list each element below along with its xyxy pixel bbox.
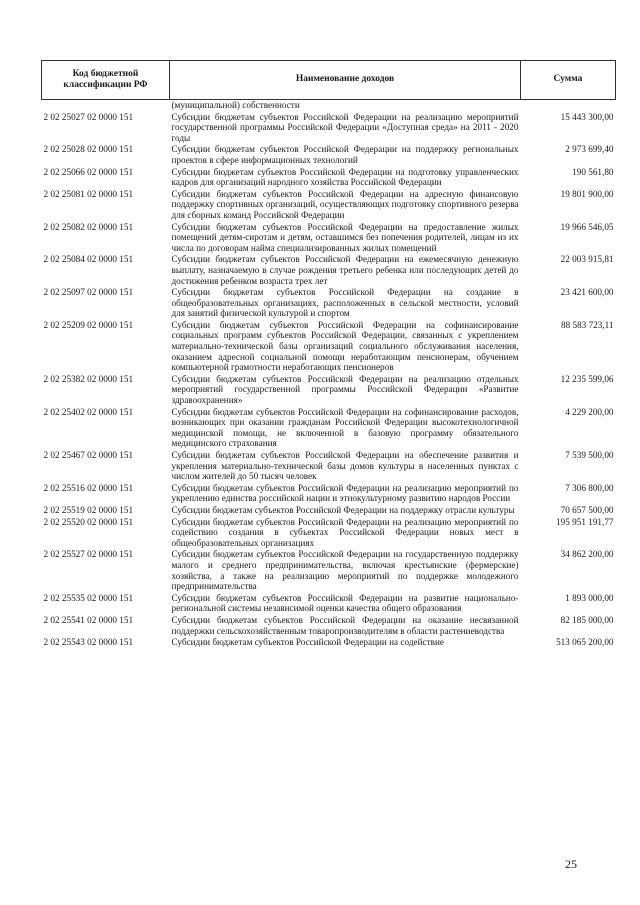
table-row xyxy=(42,189,616,222)
revenue-name-cell: Субсидии бюджетам субъектов Российской Федерации на оказание несвязанной поддержки сельскохозяйственным товаропроизводителям в области растениеводства xyxy=(171,614,519,636)
revenue-name-cell: Субсидии бюджетам субъектов Российской Федерации на реализацию отдельных мероприятий государственной программы Российской Федерации «Развитие здравоохранения» xyxy=(171,373,519,406)
revenue-name-cell: Субсидии бюджетам субъектов Российской Федерации на софинансирование расходов, возникающих при оказании гражданам Российской Федерации высокотехнологичной медицинской помощи, не включенной в базовую программу обязательного медицинского страхования xyxy=(171,406,519,449)
table-row xyxy=(42,112,616,145)
table-row xyxy=(42,549,616,592)
budget-code-cell: 2 02 25084 02 0000 151 xyxy=(43,254,134,265)
name-column-header: Наименование доходов xyxy=(170,61,521,100)
budget-code-cell: 2 02 25467 02 0000 151 xyxy=(43,450,134,460)
amount-cell xyxy=(521,100,616,112)
amount-cell: 70 657 500,00 xyxy=(560,504,614,515)
table-row xyxy=(42,167,616,189)
budget-code-cell: 2 02 25535 02 0000 151 xyxy=(43,592,134,603)
table-row xyxy=(42,615,616,637)
budget-code-cell: 2 02 25028 02 0000 151 xyxy=(43,144,134,155)
table-row xyxy=(42,593,616,615)
budget-code-cell: 2 02 25402 02 0000 151 xyxy=(43,406,134,417)
amount-cell: 513 065 200,00 xyxy=(556,637,614,648)
amount-cell: 7 539 500,00 xyxy=(565,450,614,460)
table-header xyxy=(42,61,616,100)
table-row xyxy=(42,222,616,255)
revenue-name-cell: Субсидии бюджетам субъектов Российской Федерации на предоставление жилых помещений детям-сиротам и детям, оставшимся без попечения родителей, лицам из их числа по договорам найма специализированных жилых помещений xyxy=(171,221,519,253)
revenue-name-cell: Субсидии бюджетам субъектов Российской Федерации на реализацию мероприятий государственной программы Российской Федерации «Доступная среда» на 2011 - 2020 годы xyxy=(171,111,519,143)
table-row xyxy=(42,517,616,550)
table-row xyxy=(42,505,616,517)
amount-cell: 23 421 600,00 xyxy=(560,287,614,298)
table-row xyxy=(42,450,616,483)
budget-code-cell: 2 02 25209 02 0000 151 xyxy=(43,319,134,330)
budget-code-cell: 2 02 25082 02 0000 151 xyxy=(43,221,134,232)
table-row xyxy=(42,637,616,649)
code-column-header: Код бюджетной классификации РФ xyxy=(42,61,170,100)
budget-code-cell: 2 02 25516 02 0000 151 xyxy=(43,482,134,493)
budget-code-cell: 2 02 25081 02 0000 151 xyxy=(43,188,134,199)
revenue-name-cell: Субсидии бюджетам субъектов Российской Федерации на государственную поддержку малого и среднего предпринимательства, включая крестьянские (фермерские) хозяйства, а также на реализацию мероприятий по поддержке молодежного предпринимательства xyxy=(171,549,519,592)
budget-code-cell: 2 02 25541 02 0000 151 xyxy=(43,614,134,625)
budget-code-cell: 2 02 25066 02 0000 151 xyxy=(43,166,134,177)
budget-code-cell xyxy=(42,100,170,112)
revenue-name-cell: (муниципальной) собственности xyxy=(171,100,300,110)
revenue-name-cell: Субсидии бюджетам субъектов Российской Федерации на адресную финансовую поддержку спортивных организаций, осуществляющих подготовку спортивного резерва для сборных команд Российской Федерации xyxy=(171,188,519,220)
amount-cell: 2 973 699,40 xyxy=(565,144,614,155)
amount-cell: 1 893 000,00 xyxy=(565,592,614,603)
budget-code-cell: 2 02 25520 02 0000 151 xyxy=(43,516,134,527)
table-row xyxy=(42,100,616,112)
table-body xyxy=(42,100,616,649)
revenue-name-cell: Субсидии бюджетам субъектов Российской Федерации на содействие xyxy=(171,637,444,648)
amount-cell: 19 801 900,00 xyxy=(560,188,614,199)
table-row xyxy=(42,144,616,166)
revenue-name-cell: Субсидии бюджетам субъектов Российской Федерации на поддержку отрасли культуры xyxy=(171,504,515,515)
revenue-name-cell: Субсидии бюджетам субъектов Российской Федерации на поддержку региональных проектов в сфере информационных технологий xyxy=(171,144,519,165)
amount-cell: 4 229 200,00 xyxy=(565,406,614,417)
table-row xyxy=(42,374,616,407)
page-number: 25 xyxy=(565,857,577,871)
amount-cell: 34 862 200,00 xyxy=(560,549,614,560)
amount-cell: 12 235 599,06 xyxy=(560,373,614,384)
budget-code-cell: 2 02 25519 02 0000 151 xyxy=(43,504,134,515)
sum-column-header: Сумма xyxy=(521,61,616,100)
revenue-name-cell: Субсидии бюджетам субъектов Российской Федерации на обеспечение развития и укрепления материально-технической базы домов культуры в населенных пунктах с числом жителей до 50 тысяч человек xyxy=(171,450,519,482)
amount-cell: 82 185 000,00 xyxy=(560,614,614,625)
amount-cell: 19 966 546,05 xyxy=(560,221,614,232)
revenue-name-cell: Субсидии бюджетам субъектов Российской Федерации на реализацию мероприятий по укреплению единства российской нации и этнокультурному развитию народов России xyxy=(171,482,519,504)
revenue-name-cell: Субсидии бюджетам субъектов Российской Федерации на создание в общеобразовательных организациях, расположенных в сельской местности, условий для занятий физической культурой и спортом xyxy=(171,287,519,319)
revenue-name-cell: Субсидии бюджетам субъектов Российской Федерации на подготовку управленческих кадров для организаций народного хозяйства Российской Федерации xyxy=(171,166,519,188)
budget-code-cell: 2 02 25097 02 0000 151 xyxy=(43,287,134,298)
table-row xyxy=(42,320,616,374)
amount-cell: 7 306 800,00 xyxy=(565,482,614,493)
amount-cell: 195 951 191,77 xyxy=(556,516,614,527)
amount-cell: 15 443 300,00 xyxy=(560,111,614,122)
budget-code-cell: 2 02 25027 02 0000 151 xyxy=(43,111,134,122)
table-row xyxy=(42,287,616,320)
table-row xyxy=(42,483,616,505)
revenue-name-cell: Субсидии бюджетам субъектов Российской Федерации на развитие национально-региональной системы независимой оценки качества общего образования xyxy=(171,592,519,614)
revenue-name-cell: Субсидии бюджетам субъектов Российской Федерации на софинансирование социальных программ субъектов Российской Федерации, связанных с укреплением материально-технической базы организаций социального обслуживания населения, оказанием адресной социальной помощи неработающим пенсионерам, обучением компьютерной грамотности неработающих пенсионеров xyxy=(171,319,519,373)
budget-code-cell: 2 02 25527 02 0000 151 xyxy=(43,549,134,560)
table-row xyxy=(42,407,616,450)
amount-cell: 88 583 723,11 xyxy=(561,319,614,330)
budget-code-cell: 2 02 25382 02 0000 151 xyxy=(43,373,134,384)
table-row xyxy=(42,254,616,287)
revenue-name-cell: Субсидии бюджетам субъектов Российской Федерации на реализацию мероприятий по содействию создания в субъектах Российской Федерации новых мест в общеобразовательных организациях xyxy=(171,516,519,548)
revenue-table xyxy=(41,60,616,649)
revenue-name-cell: Субсидии бюджетам субъектов Российской Федерации на ежемесячную денежную выплату, назначаемую в случае рождения третьего ребенка или последующих детей до достижения ребенком возраста трех лет xyxy=(171,254,519,286)
amount-cell: 190 561,80 xyxy=(572,166,614,177)
amount-cell: 22 003 915,81 xyxy=(560,254,614,265)
budget-code-cell: 2 02 25543 02 0000 151 xyxy=(43,637,134,648)
